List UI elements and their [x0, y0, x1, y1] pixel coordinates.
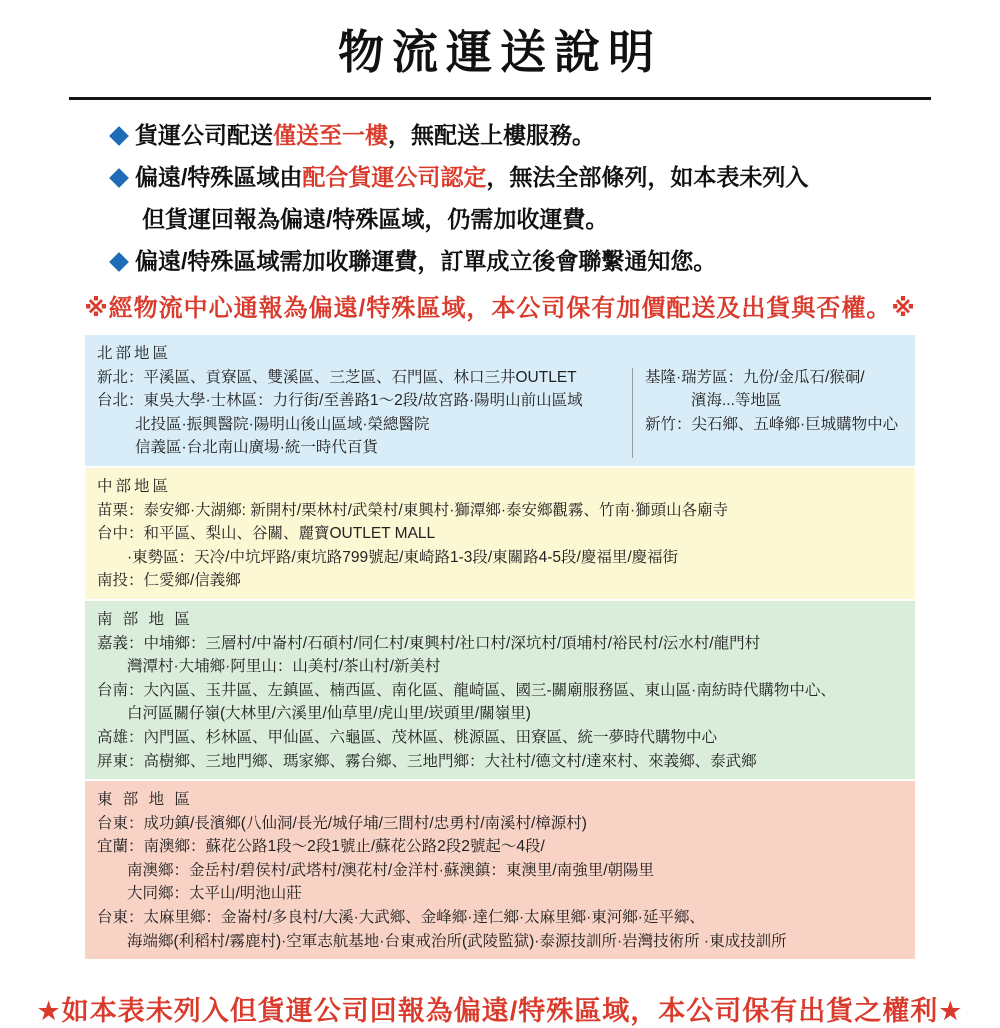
shipping-notes — [112, 120, 940, 277]
region-line: 屏東：高樹鄉、三地門鄉、瑪家鄉、霧台鄉、三地門鄉：大社村/德文村/達來村、來義鄉、泰武鄉 — [97, 752, 757, 770]
region-line: 台北：東吳大學·士林區：力行街/至善路1～2段/故宮路·陽明山前山區域 — [97, 392, 583, 410]
note-row-3 — [112, 246, 940, 277]
region-line: 新北：平溪區、貢寮區、雙溪區、三芝區、石門區、林口三井OUTLET — [97, 368, 577, 386]
region-line: 濱海...等地區 — [691, 392, 782, 410]
note-1-highlight: 僅送至一樓 — [273, 122, 388, 148]
region-line: 大同鄉：太平山/明池山莊 — [127, 885, 302, 903]
region-line: 台東：太麻里鄉：金崙村/多良村/大溪·大武鄉、金峰鄉·達仁鄉·太麻里鄉·東河鄉·延平鄉、 — [97, 909, 705, 927]
note-row-2-continuation: 但貨運回報為偏遠/特殊區域，仍需加收運費。 — [142, 206, 609, 232]
region-line: 南投：仁愛鄉/信義鄉 — [97, 572, 241, 590]
region-line: 苗栗：泰安鄉·大湖鄉: 新開村/栗林村/武榮村/東興村·獅潭鄉·泰安鄉觀霧、竹南·獅頭山各廟寺 — [97, 501, 729, 519]
region-title-north: 北部地區 — [97, 345, 172, 362]
region-line: 台中：和平區、梨山、谷關、麗寶OUTLET MALL — [97, 525, 436, 543]
region-line: 基隆·瑞芳區：九份/金瓜石/猴硐/ — [645, 368, 865, 386]
region-line: ·東勢區：天冷/中坑坪路/東坑路799號起/東崎路1-3段/東關路4-5段/慶福里/慶福街 — [127, 548, 679, 566]
region-line: 白河區關仔嶺(大林里/六溪里/仙草里/虎山里/崁頭里/關嶺里) — [127, 705, 531, 723]
region-line: 宜蘭：南澳鄉：蘇花公路1段～2段1號止/蘇花公路2段2號起～4段/ — [97, 838, 545, 856]
region-line: 嘉義：中埔鄉：三層村/中崙村/石碩村/同仁村/東興村/社口村/深坑村/頂埔村/裕民村/沄水村/龍門村 — [97, 634, 761, 652]
region-box-north — [85, 335, 915, 466]
note-text — [135, 120, 595, 151]
region-line: 新竹：尖石鄉、五峰鄉·巨城購物中心 — [645, 415, 899, 433]
region-line: 海端鄉(利稻村/霧鹿村)·空軍志航基地·台東戒治所(武陵監獄)·泰源技訓所·岩灣技術所 ·東成技訓所 — [127, 932, 787, 950]
region-box-central — [85, 468, 915, 599]
diamond-bullet-icon — [109, 168, 129, 188]
title-divider — [69, 97, 931, 100]
region-line: 南澳鄉：金岳村/碧侯村/武塔村/澳花村/金洋村·蘇澳鎮：東澳里/南強里/朝陽里 — [127, 861, 655, 879]
note-row-1 — [112, 120, 940, 151]
north-right-column — [645, 366, 903, 460]
note-2-pre: 偏遠/特殊區域由 — [135, 164, 303, 190]
note-text — [135, 162, 808, 193]
region-line: 台東：成功鎮/長濱鄉(八仙洞/長光/城仔埔/三間村/忠勇村/南溪村/樟源村) — [97, 814, 587, 832]
region-boxes — [85, 335, 915, 959]
surcharge-warning: ※經物流中心通報為偏遠/特殊區域，本公司保有加價配送及出貨與否權。※ — [84, 295, 916, 322]
region-line: 台南：大內區、玉井區、左鎮區、楠西區、南化區、龍崎區、國三-關廟服務區、東山區·南紡時代購物中心、 — [97, 681, 836, 699]
note-1-pre: 貨運公司配送 — [135, 122, 273, 148]
footer-disclaimer: ★如本表未列入但貨運公司回報為偏遠/特殊區域，本公司保有出貨之權利★ — [36, 996, 964, 1027]
note-1-post: ，無配送上樓服務。 — [388, 122, 595, 148]
note-2-highlight: 配合貨運公司認定 — [302, 164, 487, 190]
page-title: 物流運送說明 — [338, 26, 662, 78]
region-title-south: 南 部 地 區 — [97, 610, 193, 628]
region-line: 高雄：內門區、杉林區、甲仙區、六龜區、茂林區、桃源區、田寮區、統一夢時代購物中心 — [97, 728, 718, 746]
note-2-post: ，無法全部條列，如本表未列入 — [486, 164, 809, 190]
region-title-central: 中部地區 — [97, 477, 172, 495]
region-title-east: 東 部 地 區 — [97, 791, 193, 809]
region-box-east — [85, 781, 915, 959]
note-3-pre: 偏遠/特殊區域需加收聯運費，訂單成立後會聯繫通知您。 — [135, 248, 717, 274]
region-line: 灣潭村·大埔鄉·阿里山：山美村/茶山村/新美村 — [127, 658, 441, 676]
diamond-bullet-icon — [109, 252, 129, 272]
region-line: 信義區·台北南山廣場·統一時代百貨 — [135, 439, 378, 457]
north-columns — [97, 366, 903, 460]
note-row-2 — [112, 162, 940, 193]
note-text — [135, 246, 716, 277]
column-divider — [632, 368, 633, 458]
north-left-column — [97, 366, 632, 460]
region-box-south — [85, 601, 915, 779]
diamond-bullet-icon — [109, 126, 129, 146]
region-line: 北投區·振興醫院·陽明山後山區域·榮總醫院 — [135, 415, 430, 433]
